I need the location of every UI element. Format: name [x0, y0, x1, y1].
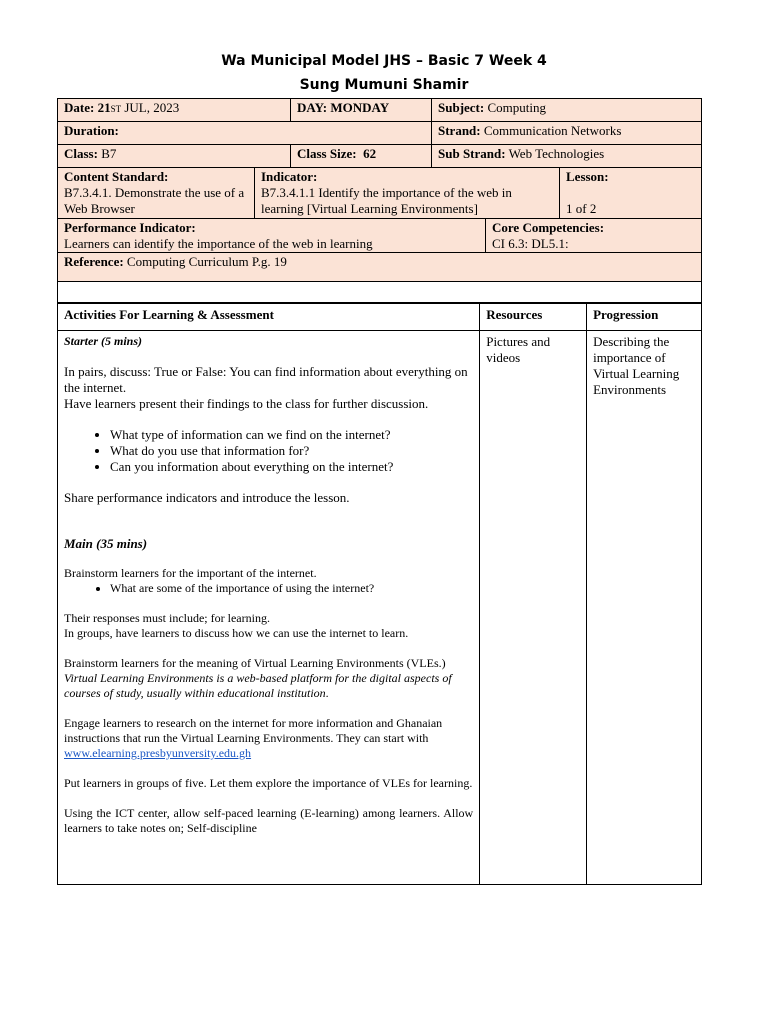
activities-table: [57, 303, 702, 885]
date-cell: [57, 98, 291, 122]
content-standard-cell: [57, 167, 255, 219]
main-paragraph-1: Brainstorm learners for the important of the internet.: [64, 566, 317, 580]
core-competencies-value: CI 6.3: DL5.1:: [492, 236, 569, 251]
main-paragraph-2: Their responses must include; for learning.: [64, 611, 270, 625]
main-paragraph-6: Engage learners to research on the internet for more information and Ghanaian instructions that run the Virtual Learning Environments. They can start with: [64, 716, 443, 745]
class-size-cell: [290, 144, 432, 168]
reference-cell: [57, 252, 702, 282]
progression-cell: Describing the importance of Virtual Learning Environments: [587, 331, 702, 885]
strand-cell: [431, 121, 702, 145]
class-size-label: Class Size:: [297, 146, 357, 161]
performance-indicator-value: Learners can identify the importance of the web in learning: [64, 236, 373, 251]
performance-indicator-cell: [57, 218, 486, 253]
header-row-blank: [57, 281, 702, 303]
vle-definition: [64, 671, 473, 701]
starter-heading: Starter (5 mins): [64, 334, 143, 348]
reference-value: Computing Curriculum P.g. 19: [126, 254, 287, 269]
starter-paragraph-1: In pairs, discuss: True or False: You can find information about everything on the internet.: [64, 364, 468, 395]
document-author: Sung Mumuni Shamir: [299, 77, 469, 93]
main-question-list: [64, 581, 473, 596]
header-row-5: [57, 218, 702, 253]
date-label: Date:: [64, 100, 95, 115]
list-item: • Can you information about everything on the internet?: [110, 459, 473, 475]
elearning-link[interactable]: www.elearning.presbyunversity.edu.gh: [64, 746, 252, 760]
performance-indicator-label: Performance Indicator:: [64, 220, 196, 235]
col-activities-header: Activities For Learning & Assessment: [58, 304, 480, 331]
day-cell: [290, 98, 432, 122]
subject-value: Computing: [487, 100, 546, 115]
lesson-value: 1 of 2: [566, 201, 597, 216]
blank-spacer-cell: [57, 281, 702, 303]
day-value: MONDAY: [330, 100, 390, 115]
starter-paragraph-2: Have learners present their findings to the class for further discussion.: [64, 396, 429, 411]
subject-cell: [431, 98, 702, 122]
indicator-cell: [254, 167, 560, 219]
subject-label: Subject:: [438, 100, 485, 115]
date-rest: JUL, 2023: [124, 100, 180, 115]
reference-label: Reference:: [64, 254, 124, 269]
content-standard-label: Content Standard:: [64, 169, 169, 184]
sub-strand-cell: [431, 144, 702, 168]
class-label: Class:: [64, 146, 98, 161]
strand-value: Communication Networks: [483, 123, 622, 138]
list-item: • What do you use that information for?: [110, 443, 473, 459]
header-row-3: [57, 144, 702, 168]
strand-label: Strand:: [438, 123, 481, 138]
lesson-header: [57, 98, 702, 284]
starter-question-list: [64, 427, 473, 475]
list-item: • What type of information can we find on the internet?: [110, 427, 473, 443]
document-title: Wa Municipal Model JHS – Basic 7 Week 4: [221, 53, 547, 69]
col-resources-header: Resources: [480, 304, 587, 331]
lesson-cell: [559, 167, 702, 219]
activities-cell: [58, 331, 480, 885]
content-standard-value: B7.3.4.1. Demonstrate the use of a Web Browser: [64, 185, 245, 216]
header-row-6: [57, 252, 702, 282]
indicator-label: Indicator:: [261, 169, 318, 184]
indicator-value: B7.3.4.1.1 Identify the importance of the web in learning [Virtual Learning Environments]: [261, 185, 512, 216]
class-size-value: 62: [363, 146, 377, 161]
header-row-4: [57, 167, 702, 219]
sub-strand-value: Web Technologies: [508, 146, 605, 161]
class-value: B7: [101, 146, 117, 161]
duration-cell: [57, 121, 432, 145]
main-paragraph-7: Put learners in groups of five. Let them explore the importance of VLEs for learning.: [64, 776, 473, 790]
core-competencies-cell: [485, 218, 702, 253]
starter-paragraph-3: Share performance indicators and introduce the lesson.: [64, 490, 350, 505]
lesson-label: Lesson:: [566, 169, 609, 184]
header-row-2: [57, 121, 702, 145]
header-row-1: [57, 98, 702, 122]
core-competencies-label: Core Competencies:: [492, 220, 605, 235]
resources-cell: Pictures and videos: [480, 331, 587, 885]
main-paragraph-3: In groups, have learners to discuss how we can use the internet to learn.: [64, 626, 409, 640]
date-day: 21: [97, 100, 111, 115]
class-cell: [57, 144, 291, 168]
main-paragraph-8: Using the ICT center, allow self-paced learning (E-learning) among learners. Allow learners to take notes on; Self-discipline: [64, 806, 474, 835]
col-progression-header: Progression: [587, 304, 702, 331]
date-suffix: ST: [110, 104, 122, 114]
sub-strand-label: Sub Strand:: [438, 146, 506, 161]
day-label: DAY:: [297, 100, 328, 115]
vle-definition-end: .: [325, 686, 329, 700]
main-heading: Main (35 mins): [64, 536, 148, 551]
main-paragraph-4: Brainstorm learners for the meaning of Virtual Learning Environments (VLEs.): [64, 656, 446, 670]
list-item: • What are some of the importance of using the internet?: [110, 581, 473, 596]
vle-definition-text: Virtual Learning Environments is a web-based platform for the digital aspects of courses of study, usually within educational institution: [64, 671, 452, 700]
duration-label: Duration:: [64, 123, 119, 138]
